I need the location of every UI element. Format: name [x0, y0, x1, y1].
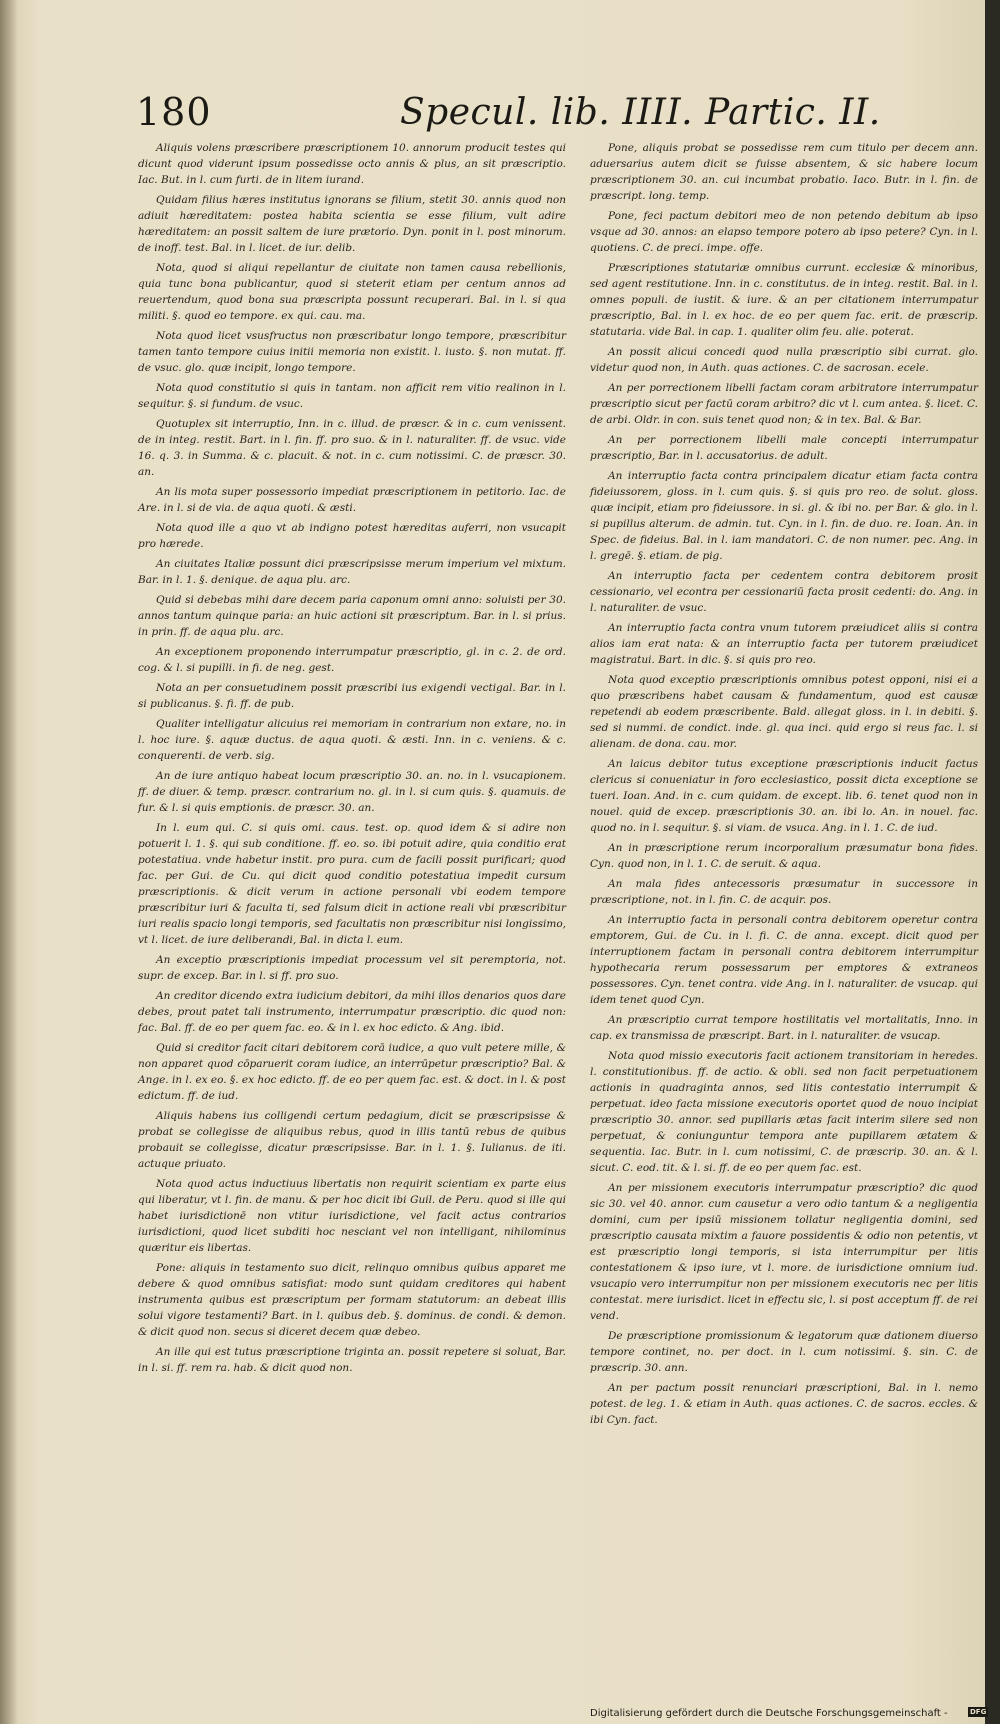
paragraph: Pone, aliquis probat se possedisse rem cum titulo per decem ann. aduersarius autem dicit se fuisse absentem, & sic habere locum præscriptionem 30. an. cui incumbat probatio. Iaco. Butr. in l. fin. de præscript. long. temp. — [590, 142, 978, 202]
digitization-footer: Digitalisierung gefördert durch die Deutsche Forschungsgemeinschaft - — [590, 1708, 948, 1719]
paragraph: An possit alicui concedi quod nulla præscriptio sibi currat. glo. videtur quod non, in Auth. quas actiones. C. de sacrosan. ecele. — [590, 346, 978, 374]
paragraph: Nota quod licet vsusfructus non præscribatur longo tempore, præscribitur tamen tanto tempore cuius initii memoria non existit. l. iusto. §. non mutat. ff. de vsuc. glo. quæ incipit, longo tempore. — [138, 330, 566, 374]
left-column — [138, 140, 566, 1380]
paragraph: An laicus debitor tutus exceptione præscriptionis inducit factus clericus si conueniatur in foro ecclesiastico, possit dicta exceptione se tueri. Ioan. And. in c. cum quidam. de except. lib. 6. tenet quod non in nouel. quid de excep. præscriptionis 30. an. ibi lo. An. in nouel. fac. quod no. in l. sequitur. §. si viam. de vsuca. Ang. in l. 1. C. de iud. — [590, 758, 978, 834]
paragraph: Nota quod exceptio præscriptionis omnibus potest opponi, nisi ei a quo præscribens habet causam & fundamentum, quod est causæ repetendi ab eodem præscribente. Bald. allegat gloss. in l. in debiti. §. sed si nummi. de condict. inde. gl. qua inci. quid ergo si reus fac. l. si alienam. de dona. cau. mor. — [590, 674, 978, 750]
paragraph: An exceptionem proponendo interrumpatur præscriptio, gl. in c. 2. de ord. cog. & l. si pupilli. in fi. de neg. gest. — [138, 646, 566, 674]
paragraph: An in præscriptione rerum incorporalium præsumatur bona fides. Cyn. quod non, in l. 1. C. de seruit. & aqua. — [590, 842, 978, 870]
paragraph: De præscriptione promissionum & legatorum quæ dationem diuerso tempore continet, no. per doct. in l. cum notissimi. §. sin. C. de præscrip. 30. ann. — [590, 1330, 978, 1374]
paragraph: An ille qui est tutus præscriptione triginta an. possit repetere si soluat, Bar. in l. si. ff. rem ra. hab. & dicit quod non. — [138, 1346, 566, 1374]
right-column — [590, 140, 978, 1432]
paragraph: Qualiter intelligatur alicuius rei memoriam in contrarium non extare, no. in l. hoc iure. §. aquæ ductus. de aqua quoti. & æsti. Inn. in c. veniens. & c. conquerenti. de verb. sig. — [138, 718, 566, 762]
paragraph: Quid si creditor facit citari debitorem corā iudice, a quo vult petere mille, & non apparet quod cōparuerit coram iudice, an interrūpetur præscriptio? Bal. & Ange. in l. ex eo. §. ex hoc edicto. ff. de eo per quem fac. est. & doct. in l. & post edictum. ff. de iud. — [138, 1042, 566, 1102]
paragraph: Nota, quod si aliqui repellantur de ciuitate non tamen causa rebellionis, quia tunc bona publicantur, quod si steterit etiam per centum annos ad reuertendum, quod bona sua præscripta possunt recuperari. Bal. in l. si qua militi. §. quod eo tempore. ex qui. cau. ma. — [138, 262, 566, 322]
paragraph: Quidam filius hæres institutus ignorans se filium, stetit 30. annis quod non adiuit hæreditatem: postea habita scientia se esse filium, vult adire hæreditatem: an possit saltem de iure prætorio. Dyn. ponit in l. post minorum. de inoff. test. Bal. in l. licet. de iur. delib. — [138, 194, 566, 254]
paragraph: In l. eum qui. C. si quis omi. caus. test. op. quod idem & si adire non potuerit l. 1. §. qui sub conditione. ff. eo. so. ibi potuit adire, quia conditio erat potestatiua. vnde habetur instit. pro pura. cum de facili possit purificari; quod fac. per Gui. de Cu. qui dicit quod conditio potestatiua impedit cursum præscriptionis. & dicit verum in actione personali vbi eodem tempore præscribitur iuri & faculta ti, sed falsum dicit in actione reali vbi præscribitur iuri realis spacio longi temporis, sed facultatis non præscribitur nisi longissimo, vt l. licet. de iure deliberandi, Bal. in dicta l. eum. — [138, 822, 566, 946]
paragraph: An lis mota super possessorio impediat præscriptionem in petitorio. Iac. de Are. in l. si de via. de aqua quoti. & æsti. — [138, 486, 566, 514]
paragraph: Pone, feci pactum debitori meo de non petendo debitum ab ipso vsque ad 30. annos: an elapso tempore potero ab ipso petere? Cyn. in l. quotiens. C. de preci. impe. offe. — [590, 210, 978, 254]
paragraph: Pone: aliquis in testamento suo dicit, relinquo omnibus quibus apparet me debere & quod omnibus satisfiat: modo sunt quidam creditores qui habent instrumenta quibus est præscriptum per formam statutorum: an debeat illis solui vigore testamenti? Bart. in l. quibus deb. §. dominus. de condi. & demon. & dicit quod non. secus si diceret decem quæ debeo. — [138, 1262, 566, 1338]
paragraph: An per pactum possit renunciari præscriptioni, Bal. in l. nemo potest. de leg. 1. & etiam in Auth. quas actiones. C. de sacros. eccles. & ibi Cyn. fact. — [590, 1382, 978, 1426]
paragraph: Nota quod constitutio si quis in tantam. non afficit rem vitio realinon in l. sequitur. §. si fundum. de vsuc. — [138, 382, 566, 410]
paragraph: Aliquis volens præscribere præscriptionem 10. annorum producit testes qui dicunt quod viderunt ipsum possedisse octo annis & plus, an sit præscriptio. Iac. But. in l. cum furti. de in litem iurand. — [138, 142, 566, 186]
paragraph: Nota quod missio executoris facit actionem transitoriam in heredes. l. constitutionibus. ff. de actio. & obli. sed non facit perpetuationem actionis in quadraginta annos, sed litis contestatio interrumpit & perpetuat. ideo facta missione executoris oportet quod de nouo incipiat præscriptio 30. annor. sed pupillaris ætas facit interim silere sed non perpetuat, & coniunguntur tempora ante pupillarem ætatem & sequentia. Iac. Butr. in l. cum notissimi, C. de præscrip. 30. an. & l. sicut. C. eod. tit. & l. si. ff. de eo per quem fac. est. — [590, 1050, 978, 1174]
paragraph: An per porrectionem libelli factam coram arbitratore interrumpatur præscriptio sicut per factū coram arbitro? dic vt l. cum antea. §. licet. C. de arbi. Oldr. in con. suis tenet quod non; & in tex. Bal. & Bar. — [590, 382, 978, 426]
paragraph: Præscriptiones statutariæ omnibus currunt. ecclesiæ & minoribus, sed agent restitutione. Inn. in c. constitutus. de in integ. restit. Bal. in l. omnes populi. de iustit. & iure. & an per citationem interrumpatur præscriptio, Bal. in l. ex hoc. de eo per quem fac. erit. de præscrip. statutaria. vide Bal. in cap. 1. qualiter olim feu. alie. poterat. — [590, 262, 978, 338]
paragraph: An ciuitates Italiæ possunt dici præscripsisse merum imperium vel mixtum. Bar. in l. 1. §. denique. de aqua plu. arc. — [138, 558, 566, 586]
running-title: Specul. lib. IIII. Partic. II. — [400, 92, 881, 133]
paragraph: An interruptio facta contra vnum tutorem præiudicet aliis si contra alios iam erat nata: & an interruptio facta per tutorem præiudicet magistratui. Bart. in dic. §. si quis pro reo. — [590, 622, 978, 666]
paragraph: Quotuplex sit interruptio, Inn. in c. illud. de præscr. & in c. cum venissent. de in integ. restit. Bart. in l. fin. ff. pro suo. & in l. naturaliter. ff. de vsuc. vide 16. q. 3. in Summa. & c. placuit. & not. in c. cum notissimi. C. de præscr. 30. an. — [138, 418, 566, 478]
dfg-logo: DFG — [970, 1708, 987, 1716]
paragraph: An creditor dicendo extra iudicium debitori, da mihi illos denarios quos dare debes, prout patet tali instrumento, interrumpatur præscriptio. dic quod non: fac. Bal. ff. de eo per quem fac. eo. & in l. ex hoc edicto. & Ang. ibid. — [138, 990, 566, 1034]
paragraph: Aliquis habens ius colligendi certum pedagium, dicit se præscripsisse & probat se collegisse de aliquibus rebus, quod in illis tantū rebus de quibus probauit se collegisse, dicatur præscripsisse. Bar. in l. 1. §. Iulianus. de iti. actuque priuato. — [138, 1110, 566, 1170]
paragraph: Nota quod actus inductiuus libertatis non requirit scientiam ex parte eius qui liberatur, vt l. fin. de manu. & per hoc dicit ibi Guil. de Peru. quod si ille qui habet iurisdictionē non vtitur iurisdictione, vel facit actus contrarios iurisdictioni, quod licet subditi hoc nesciant vel non intelligant, nihilominus quæritur eis libertas. — [138, 1178, 566, 1254]
paragraph: An per porrectionem libelli male concepti interrumpatur præscriptio, Bar. in l. accusatorius. de adult. — [590, 434, 978, 462]
page-number: 180 — [136, 90, 212, 134]
paragraph: An interruptio facta per cedentem contra debitorem prosit cessionario, vel econtra per cessionariū facta prosit cedenti: do. Ang. in l. naturaliter. de vsuc. — [590, 570, 978, 614]
paragraph: An exceptio præscriptionis impediat processum vel sit peremptoria, not. supr. de excep. Bar. in l. si ff. pro suo. — [138, 954, 566, 982]
paragraph: An interruptio facta contra principalem dicatur etiam facta contra fideiussorem, gloss. in l. cum quis. §. si quis pro reo. de solut. gloss. quæ incipit, etiam pro fideiussore. in si. gl. & ibi no. per Bar. & glo. in l. si pupillus alterum. de admin. tut. Cyn. in l. fin. de duo. re. Ioan. An. in Spec. de fideius. Bal. in l. iam mandatori. C. de non numer. pec. Ang. in l. gregē. §. etiam. de pig. — [590, 470, 978, 562]
paragraph: An interruptio facta in personali contra debitorem operetur contra emptorem, Gui. de Cu. in l. fi. C. de anna. except. dicit quod per interruptionem factam in personali contra debitorem interrumpitur hypothecaria rerum possessarum per emptores & extraneos possessores. Cyn. tenet contra. vide Ang. in l. naturaliter. de vsucap. qui idem tenet quod Cyn. — [590, 914, 978, 1006]
paragraph: An mala fides antecessoris præsumatur in successore in præscriptione, not. in l. fin. C. de acquir. pos. — [590, 878, 978, 906]
paragraph: Nota quod ille a quo vt ab indigno potest hæreditas auferri, non vsucapit pro hærede. — [138, 522, 566, 550]
paragraph: An de iure antiquo habeat locum præscriptio 30. an. no. in l. vsucapionem. ff. de diuer. & temp. præscr. contrarium no. gl. in l. si cum quis. §. quamuis. de fur. & l. si quis emptionis. de præscr. 30. an. — [138, 770, 566, 814]
paragraph: An per missionem executoris interrumpatur præscriptio? dic quod sic 30. vel 40. annor. cum causetur a vero odio tantum & a negligentia domini, cum per ipsiū missionem tollatur negligentia domini, sed præscriptio causata mixtim a fauore possidentis & odio non petentis, vt est præscriptio longi temporis, si ista interrumpitur per litis contestationem & ipso iure, vt l. more. de iurisdictione omnium iud. vsucapio vero interrumpitur non per missionem executoris nec per litis contestat. mere iurisdict. licet in effectu sic, l. si post acceptum ff. de rei vend. — [590, 1182, 978, 1322]
paragraph: Quid si debebas mihi dare decem paria caponum omni anno: soluisti per 30. annos tantum quinque paria: an huic actioni sit præscriptum. Bar. in l. si prius. in prin. ff. de aqua plu. arc. — [138, 594, 566, 638]
paragraph: An præscriptio currat tempore hostilitatis vel mortalitatis, Inno. in cap. ex transmissa de præscript. Bart. in l. naturaliter. de vsucap. — [590, 1014, 978, 1042]
gutter-shadow — [0, 0, 18, 1724]
paragraph: Nota an per consuetudinem possit præscribi ius exigendi vectigal. Bar. in l. si publicanus. §. fi. ff. de pub. — [138, 682, 566, 710]
